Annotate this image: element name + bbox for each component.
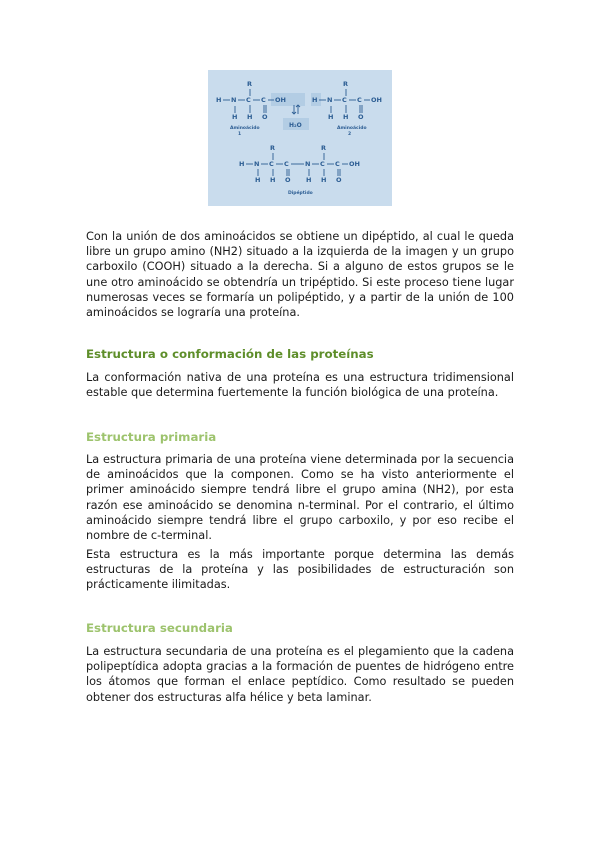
atom-h: H [321, 176, 327, 184]
atom-o: O [336, 176, 342, 184]
atom-h: H [232, 113, 238, 121]
amino-acid-1-label: Aminoácido [230, 126, 260, 131]
atom-h: H [216, 96, 222, 104]
amino-acid-1-number: 1 [238, 132, 242, 137]
atom-oh: OH [349, 160, 360, 168]
atom-c: C [261, 96, 266, 104]
amino-acid-1-structure [216, 80, 286, 121]
reaction-arrows-icon [292, 105, 300, 114]
atom-h: H [239, 160, 245, 168]
amino-acid-2-number: 2 [348, 132, 352, 137]
atom-n: N [254, 160, 260, 168]
paragraph-secondary: La estructura secundaria de una proteína es el plegamiento que la cadena polipeptídica adopta gracias a la formación de puentes de hidrógeno entre los átomos que forman el enlace peptídico. Como resultado se pueden obtener dos estructuras alfa hélice y beta laminar. [86, 645, 514, 704]
atom-n: N [327, 96, 333, 104]
atom-h: H [255, 176, 261, 184]
heading-primary-structure: Estructura primaria [86, 430, 217, 444]
atom-c: C [269, 160, 274, 168]
atom-o: O [262, 113, 268, 121]
paragraph-primary-1: La estructura primaria de una proteína viene determinada por la secuencia de aminoácidos que la componen. Como se ha visto anteriormente el primer aminoácido siempre tendrá libre el grupo amina (NH2), por esta razón ese aminoácido se denomina n-terminal. Por el contrario, el último aminoácido siempre tendrá libre el grupo carboxilo, y por eso recibe el nombre de c-terminal. [86, 453, 514, 543]
amino-acid-2-structure [312, 80, 382, 121]
heading-conformation: Estructura o conformación de las proteínas [86, 347, 374, 361]
water-label: H₂O [289, 122, 302, 129]
atom-c: C [320, 160, 325, 168]
atom-r: R [343, 80, 349, 88]
atom-c: C [246, 96, 251, 104]
atom-n: N [231, 96, 237, 104]
atom-r: R [321, 144, 327, 152]
atom-c: C [284, 160, 289, 168]
heading-secondary-structure: Estructura secundaria [86, 621, 233, 635]
dipeptide-diagram [208, 70, 392, 206]
atom-o: O [285, 176, 291, 184]
atom-r: R [270, 144, 276, 152]
atom-c: C [357, 96, 362, 104]
atom-c: C [342, 96, 347, 104]
atom-h: H [306, 176, 312, 184]
paragraph-dipeptide: Con la unión de dos aminoácidos se obtiene un dipéptido, al cual le queda libre un grupo amino (NH2) situado a la izquierda de la imagen y un grupo carboxilo (COOH) situado a la derecha. Si a alguno de estos grupos se le une otro aminoácido se obtendría un tripéptido. Si este proceso tiene lugar numerosas veces se formaría un polipéptido, y a partir de la unión de 100 aminoácidos se lograría una proteína. [86, 230, 514, 320]
atom-oh: OH [371, 96, 382, 104]
atom-h: H [328, 113, 334, 121]
atom-h: H [247, 113, 253, 121]
dipeptide-label: Dipéptido [288, 191, 313, 196]
atom-o: O [358, 113, 364, 121]
atom-oh: OH [275, 96, 286, 104]
atom-r: R [247, 80, 253, 88]
dipeptide-structure [239, 144, 360, 184]
atom-h: H [312, 96, 318, 104]
dipeptide-formation-figure [208, 70, 392, 206]
atom-h: H [270, 176, 276, 184]
atom-h: H [343, 113, 349, 121]
atom-c: C [335, 160, 340, 168]
atom-n: N [305, 160, 311, 168]
paragraph-conformation: La conformación nativa de una proteína es una estructura tridimensional estable que determina fuertemente la función biológica de una proteína. [86, 371, 514, 400]
amino-acid-2-label: Aminoácido [337, 126, 367, 131]
paragraph-primary-2: Esta estructura es la más importante porque determina las demás estructuras de la proteína y las posibilidades de estructuración son prácticamente ilimitadas. [86, 548, 514, 592]
